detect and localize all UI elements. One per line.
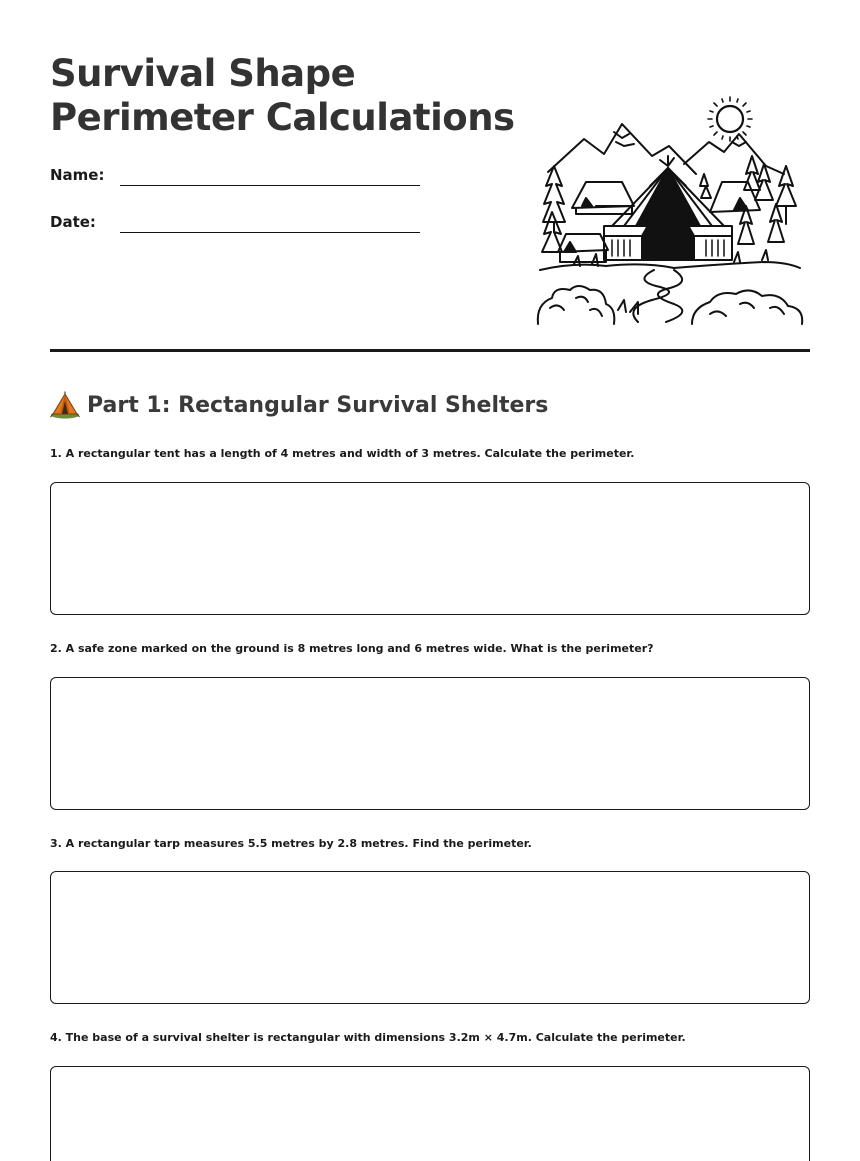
date-field[interactable] <box>50 213 430 243</box>
stream-icon <box>633 270 682 322</box>
answer-box-4[interactable] <box>50 1066 810 1161</box>
section-title-text: Part 1: Rectangular Survival Shelters <box>87 392 549 418</box>
answer-box-2[interactable] <box>50 677 810 810</box>
title-line-1: Survival Shape <box>50 52 356 95</box>
cabin-icon <box>572 182 634 214</box>
big-tent-icon <box>604 156 732 260</box>
hut-icon <box>558 234 608 262</box>
name-label: Name: <box>50 166 105 184</box>
question-4: 4. The base of a survival shelter is rectangular with dimensions 3.2m × 4.7m. Calculate the perimeter. <box>50 1031 686 1044</box>
camping-tent-icon <box>50 391 80 419</box>
answer-box-3[interactable] <box>50 871 810 1004</box>
page-title <box>50 52 520 140</box>
cabin-icon <box>710 182 760 212</box>
answer-box-1[interactable] <box>50 482 810 615</box>
question-3: 3. A rectangular tarp measures 5.5 metres by 2.8 metres. Find the perimeter. <box>50 837 532 850</box>
name-write-line[interactable] <box>120 185 420 186</box>
question-1: 1. A rectangular tent has a length of 4 metres and width of 3 metres. Calculate the perimeter. <box>50 447 635 460</box>
title-line-2: Perimeter Calculations <box>50 96 515 139</box>
sun-icon <box>708 97 752 141</box>
header-divider <box>50 349 810 352</box>
section-heading <box>50 388 548 422</box>
question-2: 2. A safe zone marked on the ground is 8 metres long and 6 metres wide. What is the perimeter? <box>50 642 654 655</box>
date-label: Date: <box>50 213 96 231</box>
date-write-line[interactable] <box>120 232 420 233</box>
name-field[interactable] <box>50 166 430 196</box>
campsite-illustration-icon <box>534 94 806 326</box>
